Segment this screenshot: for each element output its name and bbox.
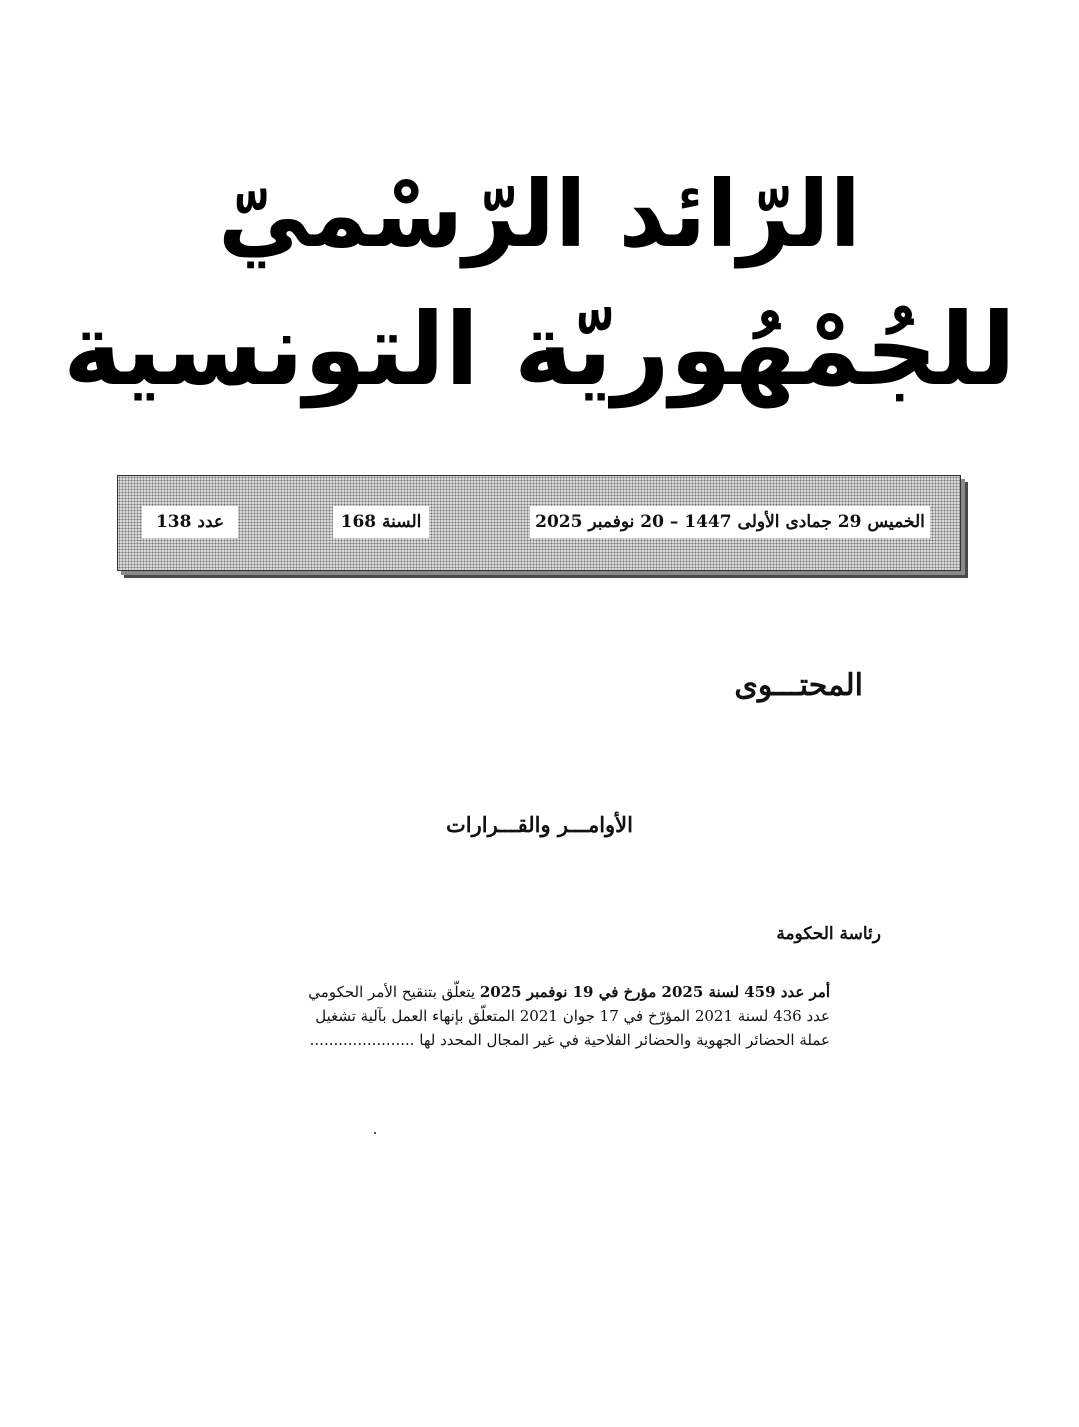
entry-decree-reference: أمر عدد 459 لسنة 2025 مؤرخ في 19 نوفمبر 2025 [479,983,830,1001]
stray-dot [374,1132,376,1134]
issue-banner [117,475,961,571]
entry-line-2: عدد 436 لسنة 2021 المؤرّخ في 17 جوان 2021 المتعلّق بإنهاء العمل بآلية تشغيل [315,1007,830,1025]
issue-number: عدد 138 [142,506,238,538]
masthead-title-line1: الرّائد الرّسْميّ [217,161,862,268]
ministry-heading: رئاسة الحكومة [776,924,881,944]
masthead-title-line2: للجُمْهُوريّة التونسية [63,291,1016,408]
issue-year: السنة 168 [333,506,429,538]
issue-date: الخميس 29 جمادى الأولى 1447 – 20 نوفمبر 2025 [530,506,930,538]
entry-decree-subject: يتعلّق بتنقيح الأمر الحكومي [308,983,480,1001]
section-heading: الأوامـــر والقـــرارات [445,812,633,837]
entry-line-3: عملة الحضائر الجهوية والحضائر الفلاحية في غير المجال المحدد لها ...................... [309,1031,830,1049]
contents-entry[interactable] [250,980,830,1052]
entry-line-1 [250,980,830,1004]
contents-heading: المحتـــوى [734,668,863,703]
